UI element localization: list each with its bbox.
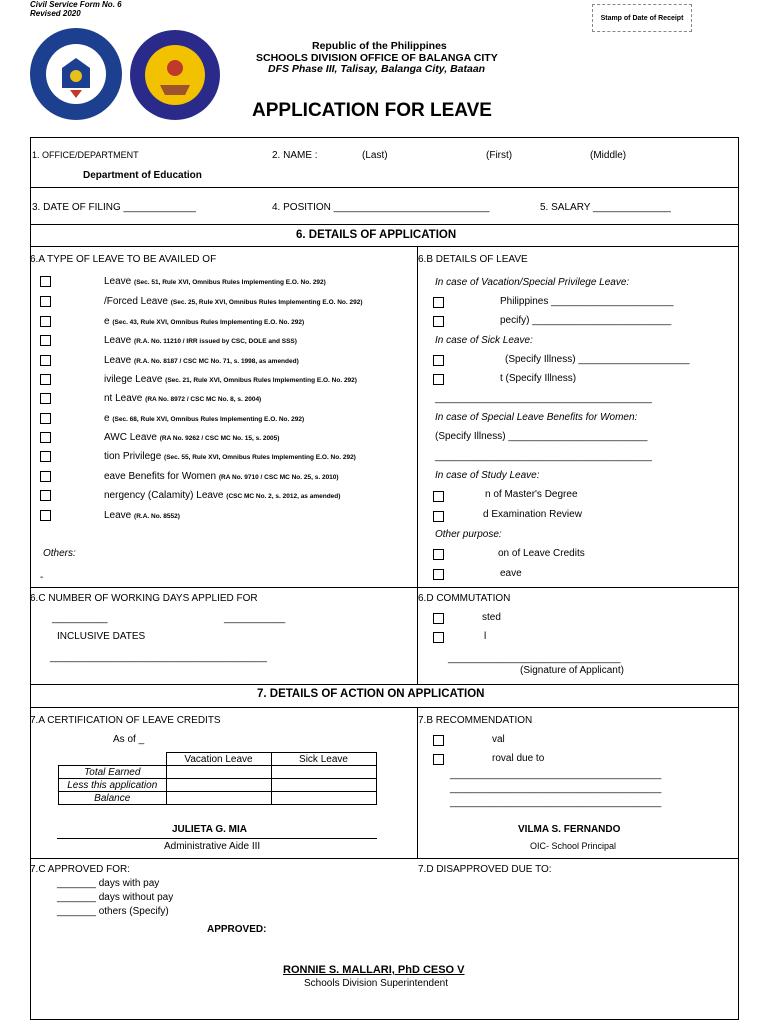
leave-type-checkbox[interactable] <box>40 316 51 327</box>
divider <box>30 587 739 588</box>
header-division: SCHOOLS DIVISION OFFICE OF BALANGA CITY <box>256 52 498 64</box>
women-heading: In case of Special Leave Benefits for Women: <box>435 412 638 423</box>
disapproved-heading: 7.D DISAPPROVED DUE TO: <box>418 864 552 875</box>
approved-label: APPROVED: <box>207 924 267 935</box>
leave-type-item: e (Sec. 68, Rule XVI, Omnibus Rules Implementing E.O. No. 292) <box>104 413 305 424</box>
commutation-heading: 6.D COMMUTATION <box>418 593 511 604</box>
sick-item: t (Specify Illness) <box>500 373 577 384</box>
table-header-cell <box>59 753 167 766</box>
name-first: (First) <box>486 150 513 161</box>
sick-line: _______________________________________ <box>435 393 652 404</box>
recommendation-line[interactable]: ______________________________________ <box>450 783 662 794</box>
commutation-checkbox[interactable] <box>433 632 444 643</box>
form-number: Civil Service Form No. 6 <box>30 0 122 9</box>
leave-type-checkbox[interactable] <box>40 335 51 346</box>
table-cell[interactable] <box>166 766 271 779</box>
recommendation-item: roval due to <box>492 753 545 764</box>
table-cell[interactable] <box>166 792 271 805</box>
leave-type-heading: 6.A TYPE OF LEAVE TO BE AVAILED OF <box>30 254 217 265</box>
table-header-cell: Sick Leave <box>271 753 376 766</box>
working-days-heading: 6.C NUMBER OF WORKING DAYS APPLIED FOR <box>30 593 258 604</box>
leave-credits-table <box>58 752 377 805</box>
position-field[interactable]: 4. POSITION ____________________________ <box>272 202 490 213</box>
leave-type-item: tion Privilege (Sec. 55, Rule XVI, Omnibus Rules Implementing E.O. No. 292) <box>104 451 356 462</box>
leave-type-item: e (Sec. 43, Rule XVI, Omnibus Rules Implementing E.O. No. 292) <box>104 316 305 327</box>
leave-type-item: Leave (R.A. No. 8552) <box>104 510 180 521</box>
leave-type-checkbox[interactable] <box>40 276 51 287</box>
divider <box>30 707 739 708</box>
leave-type-checkbox[interactable] <box>40 451 51 462</box>
inclusive-dates-line[interactable]: _______________________________________ <box>50 652 267 663</box>
inclusive-dates-label: INCLUSIVE DATES <box>57 631 146 642</box>
divider <box>30 684 739 685</box>
recommendation-line[interactable]: ______________________________________ <box>450 797 662 808</box>
approved-for-item[interactable]: _______ others (Specify) <box>57 906 169 917</box>
others-label: Others: <box>43 548 76 559</box>
vacation-checkbox[interactable] <box>433 316 444 327</box>
study-heading: In case of Study Leave: <box>435 470 540 481</box>
signature-line[interactable]: _______________________________ <box>448 653 621 664</box>
leave-type-item: AWC Leave (RA No. 9262 / CSC MC No. 15, s. 2005) <box>104 432 280 443</box>
leave-type-item: Leave (Sec. 51, Rule XVI, Omnibus Rules Implementing E.O. No. 292) <box>104 276 326 287</box>
office-label: 1. OFFICE/DEPARTMENT <box>32 150 139 160</box>
table-row-label: Total Earned <box>59 766 167 779</box>
other-purpose-item: on of Leave Credits <box>498 548 585 559</box>
vacation-heading: In case of Vacation/Special Privilege Leave: <box>435 277 630 288</box>
page-title: APPLICATION FOR LEAVE <box>252 100 492 121</box>
section7-title: 7. DETAILS OF ACTION ON APPLICATION <box>257 688 485 700</box>
study-item: d Examination Review <box>483 509 582 520</box>
header-republic: Republic of the Philippines <box>312 40 447 52</box>
signature-label: (Signature of Applicant) <box>520 665 624 676</box>
divider <box>30 858 739 859</box>
commutation-item: sted <box>482 612 501 623</box>
sick-checkbox[interactable] <box>433 374 444 385</box>
leave-type-checkbox[interactable] <box>40 510 51 521</box>
approved-for-heading: 7.C APPROVED FOR: <box>30 864 131 875</box>
table-header-cell: Vacation Leave <box>166 753 271 766</box>
table-cell[interactable] <box>271 792 376 805</box>
date-of-filing-field[interactable]: 3. DATE OF FILING _____________ <box>32 202 196 213</box>
working-days-blank[interactable]: __________ <box>52 613 108 624</box>
leave-type-item: eave Benefits for Women (RA No. 9710 / CSC MC No. 25, s. 2010) <box>104 471 339 482</box>
recommendation-heading: 7.B RECOMMENDATION <box>418 715 533 726</box>
vacation-item: Philippines ______________________ <box>500 296 674 307</box>
deped-seal-logo <box>30 28 122 120</box>
leave-type-checkbox[interactable] <box>40 296 51 307</box>
form-left-border <box>30 137 31 1020</box>
leave-credits-heading: 7.A CERTIFICATION OF LEAVE CREDITS <box>30 715 221 726</box>
divider <box>30 224 739 225</box>
division-seal-logo <box>130 30 220 120</box>
table-cell[interactable] <box>271 779 376 792</box>
name-label: 2. NAME : <box>272 150 318 161</box>
recommender-title: OIC- School Principal <box>530 841 617 851</box>
other-purpose-checkbox[interactable] <box>433 569 444 580</box>
approver-name: RONNIE S. MALLARI, PhD CESO V <box>283 964 465 976</box>
leave-type-checkbox[interactable] <box>40 355 51 366</box>
study-checkbox[interactable] <box>433 511 444 522</box>
divider-vertical <box>417 246 418 684</box>
table-row-label: Less this application <box>59 779 167 792</box>
recommendation-checkbox[interactable] <box>433 735 444 746</box>
recommender-name: VILMA S. FERNANDO <box>518 824 621 835</box>
study-item: n of Master's Degree <box>485 489 578 500</box>
divider <box>30 137 739 138</box>
leave-type-item: /Forced Leave (Sec. 25, Rule XVI, Omnibus Rules Implementing E.O. No. 292) <box>104 296 363 307</box>
leave-type-item: nt Leave (RA No. 8972 / CSC MC No. 8, s. 2004) <box>104 393 262 404</box>
name-middle: (Middle) <box>590 150 627 161</box>
leave-type-item: ivilege Leave (Sec. 21, Rule XVI, Omnibus Rules Implementing E.O. No. 292) <box>104 374 357 385</box>
leave-type-checkbox[interactable] <box>40 393 51 404</box>
leave-type-item: Leave (R.A. No. 8187 / CSC MC No. 71, s. 1998, as amended) <box>104 355 299 366</box>
working-days-blank[interactable]: ___________ <box>224 613 286 624</box>
table-row-label: Balance <box>59 792 167 805</box>
commutation-checkbox[interactable] <box>433 613 444 624</box>
vacation-item: pecify) _________________________ <box>500 315 672 326</box>
salary-field[interactable]: 5. SALARY ______________ <box>540 202 671 213</box>
other-purpose-item: eave <box>500 568 522 579</box>
leave-type-checkbox[interactable] <box>40 471 51 482</box>
leave-type-checkbox[interactable] <box>40 413 51 424</box>
vacation-checkbox[interactable] <box>433 297 444 308</box>
study-checkbox[interactable] <box>433 491 444 502</box>
others-mark: - <box>40 572 44 583</box>
leave-type-item: Leave (R.A. No. 11210 / IRR issued by CSC, DOLE and SSS) <box>104 335 297 346</box>
divider-vertical <box>417 707 418 858</box>
leave-details-heading: 6.B DETAILS OF LEAVE <box>418 254 528 265</box>
approved-for-item[interactable]: _______ days without pay <box>57 892 174 903</box>
recommendation-item: val <box>492 734 505 745</box>
sick-checkbox[interactable] <box>433 355 444 366</box>
form-revision: Revised 2020 <box>30 9 81 18</box>
recommendation-checkbox[interactable] <box>433 754 444 765</box>
certifier-name: JULIETA G. MIA <box>172 824 247 835</box>
women-item: (Specify Illness) _________________________ <box>435 431 648 442</box>
commutation-item: l <box>484 631 487 642</box>
other-purpose-heading: Other purpose: <box>435 529 502 540</box>
office-value: Department of Education <box>83 170 202 181</box>
certifier-signature-line <box>57 838 377 839</box>
header-address: DFS Phase III, Talisay, Balanga City, Bataan <box>268 63 486 75</box>
recommendation-line[interactable]: ______________________________________ <box>450 769 662 780</box>
divider <box>30 187 739 188</box>
approved-for-item[interactable]: _______ days with pay <box>57 878 160 889</box>
form-right-border <box>738 137 739 1020</box>
sick-heading: In case of Sick Leave: <box>435 335 533 346</box>
as-of-label: As of _ <box>113 734 145 745</box>
table-cell[interactable] <box>166 779 271 792</box>
leave-type-checkbox[interactable] <box>40 432 51 443</box>
receipt-stamp-box: Stamp of Date of Receipt <box>592 4 692 32</box>
sick-item: (Specify Illness) ____________________ <box>505 354 690 365</box>
divider <box>30 246 739 247</box>
certifier-title: Administrative Aide III <box>164 841 261 852</box>
divider <box>30 1019 739 1020</box>
name-last: (Last) <box>362 150 388 161</box>
table-cell[interactable] <box>271 766 376 779</box>
approver-title: Schools Division Superintendent <box>304 978 448 989</box>
leave-type-item: nergency (Calamity) Leave (CSC MC No. 2, s. 2012, as amended) <box>104 490 341 501</box>
leave-type-checkbox[interactable] <box>40 490 51 501</box>
leave-type-checkbox[interactable] <box>40 374 51 385</box>
other-purpose-checkbox[interactable] <box>433 549 444 560</box>
section6-title: 6. DETAILS OF APPLICATION <box>296 229 457 241</box>
women-line: _______________________________________ <box>435 451 652 462</box>
